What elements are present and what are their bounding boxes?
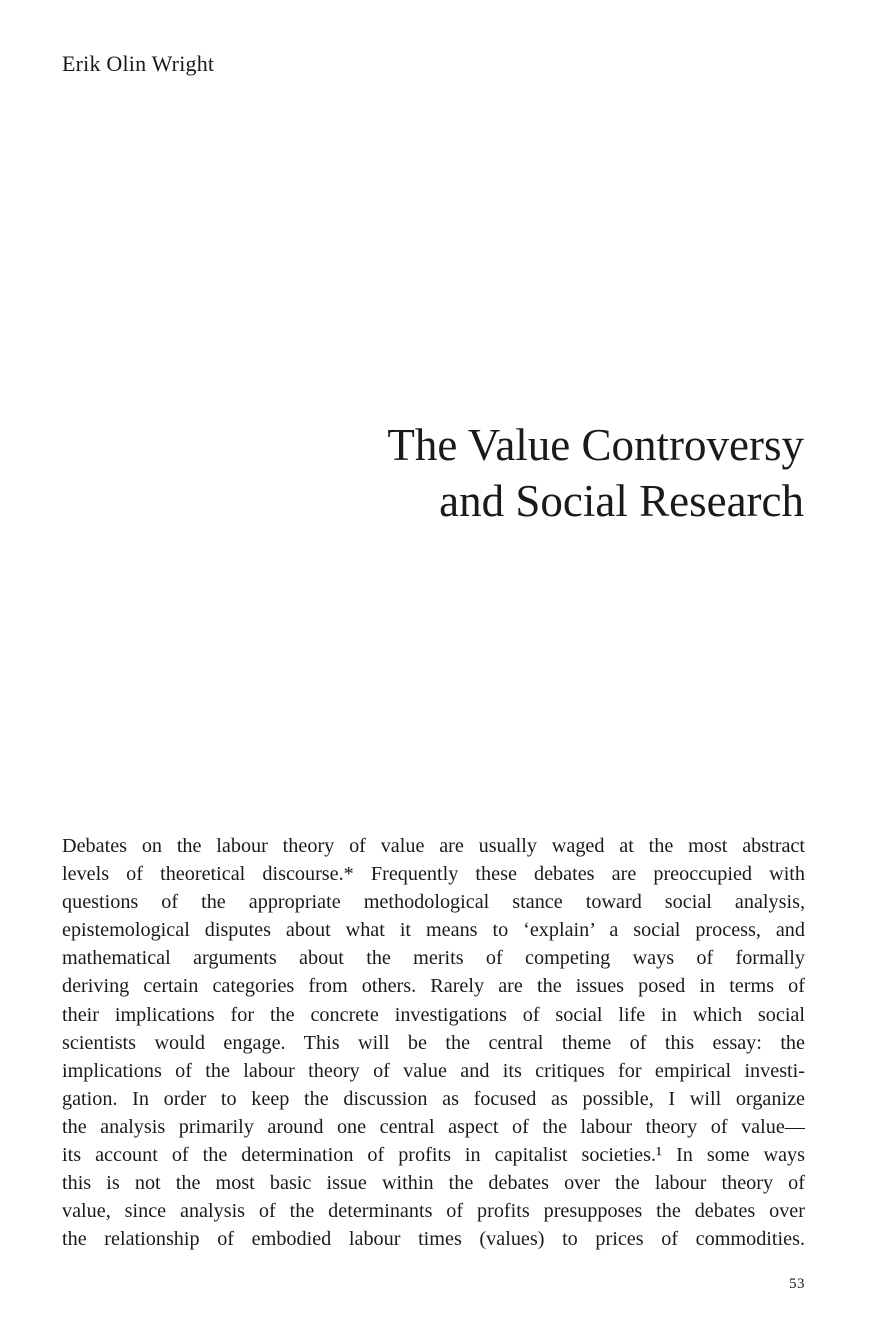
author-name: Erik Olin Wright [62, 51, 215, 76]
body-line: mathematical arguments about the merits of competing ways of formally [62, 947, 805, 970]
body-line: the relationship of embodied labour times (values) to prices of commodities. [62, 1228, 805, 1251]
body-line: epistemological disputes about what it means to ‘explain’ a social process, and [62, 919, 805, 942]
body-paragraph [62, 832, 805, 1253]
article-title-line-1: The Value Controversy [387, 420, 804, 470]
article-title [387, 417, 804, 529]
body-line: their implications for the concrete investigations of social life in which social [62, 1003, 805, 1026]
body-line: the analysis primarily around one central aspect of the labour theory of value— [62, 1115, 805, 1138]
body-line: this is not the most basic issue within the debates over the labour theory of [62, 1172, 805, 1195]
page-number: 53 [789, 1276, 805, 1292]
body-line: deriving certain categories from others. Rarely are the issues posed in terms of [62, 975, 805, 998]
body-line: its account of the determination of profits in capitalist societies.¹ In some ways [62, 1144, 805, 1167]
body-line: scientists would engage. This will be the central theme of this essay: the [62, 1031, 805, 1054]
body-line: Debates on the labour theory of value are usually waged at the most abstract [62, 835, 805, 857]
body-line: gation. In order to keep the discussion as focused as possible, I will organize [62, 1087, 805, 1110]
body-line: value, since analysis of the determinants of profits presupposes the debates over [62, 1200, 805, 1223]
body-line: implications of the labour theory of value and its critiques for empirical investi- [62, 1059, 805, 1082]
body-line: questions of the appropriate methodological stance toward social analysis, [62, 891, 805, 914]
body-line: levels of theoretical discourse.* Frequently these debates are preoccupied with [62, 863, 805, 886]
article-title-line-2: and Social Research [439, 476, 804, 526]
